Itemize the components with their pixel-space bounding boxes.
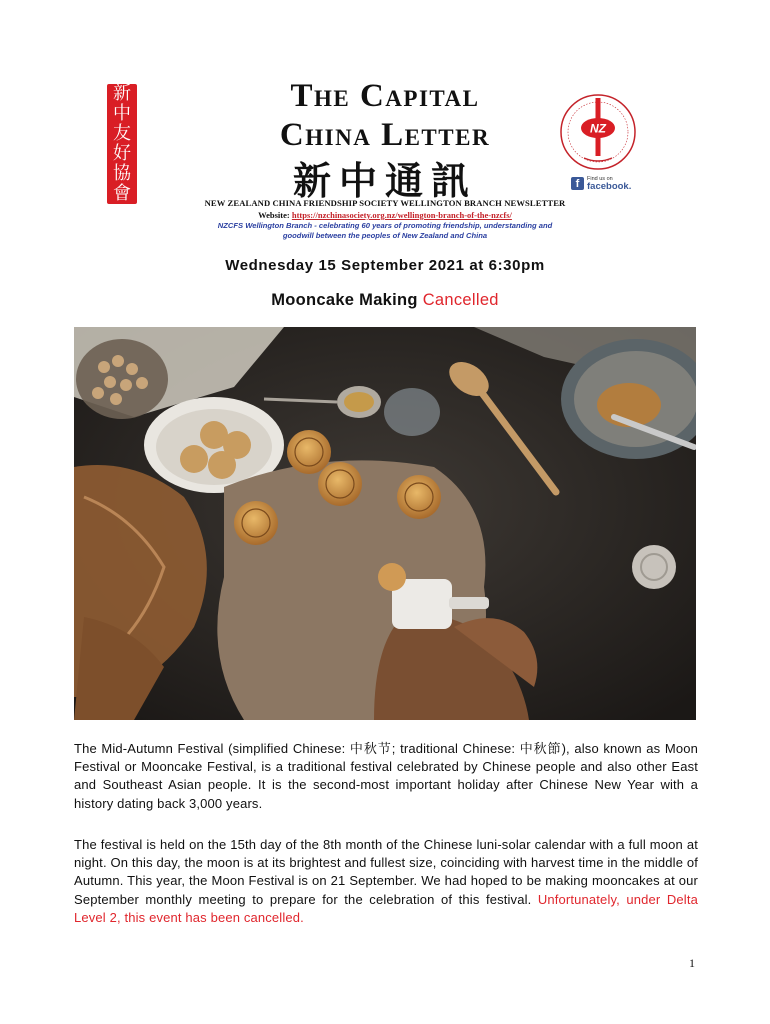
page-number: 1	[689, 956, 695, 970]
seal-char: 會	[113, 183, 131, 204]
seal-char: 新	[113, 83, 131, 104]
seal-char: 好	[113, 143, 131, 164]
seal-char: 協	[113, 163, 131, 184]
facebook-badge[interactable]	[571, 175, 631, 191]
masthead-chinese-title: 新中通訊	[292, 158, 477, 203]
nzcfs-logo-icon	[558, 92, 638, 172]
facebook-wordmark: facebook.	[587, 181, 632, 192]
event-heading	[0, 291, 770, 310]
website-label: Website:	[258, 210, 290, 220]
facebook-find-label: Find us on	[587, 176, 613, 182]
branch-tagline	[170, 221, 600, 241]
facebook-icon: f	[571, 177, 584, 190]
festival-details-text: The festival is held on the 15th day of the 8th month of the Chinese luni-solar calendar with a full moon at night. On this day, the moon is at its brightest and fullest size, coinciding with harvest time in the middle of Autumn. This year, the Moon Festival is on 21 September. We had hoped to be making mooncakes at our September monthly meeting to prepare for the celebration of this festival.	[74, 837, 698, 907]
tagline-line2: goodwill between the peoples of New Zealand and China	[282, 231, 488, 240]
mooncake-photo	[74, 327, 696, 720]
society-seal-left	[107, 84, 137, 204]
newsletter-subtitle: NEW ZEALAND CHINA FRIENDSHIP SOCIETY WELLINGTON BRANCH NEWSLETTER	[204, 198, 566, 208]
masthead-title-line2: China Letter	[279, 117, 491, 153]
paragraph-mid-autumn-intro: The Mid-Autumn Festival (simplified Chinese: 中秋节; traditional Chinese: 中秋節), also known as Moon Festival or Mooncake Festival, is a traditional festival celebrated by Chinese people and also other East and Southeast Asian people. It is the second-most important holiday after Chinese New Year with a history dating back 3,000 years.	[74, 741, 698, 811]
masthead-title-line1: The Capital	[290, 78, 480, 114]
website-row	[150, 210, 620, 220]
event-title: Mooncake Making	[271, 291, 418, 309]
newsletter-header	[0, 0, 770, 250]
event-date-time: Wednesday 15 September 2021 at 6:30pm	[225, 257, 545, 274]
logo-text: NZ	[590, 121, 606, 136]
paragraph-festival-details	[74, 836, 698, 927]
cancellation-notice: Unfortunately, under Delta Level 2, this event has been cancelled.	[74, 891, 698, 925]
event-status: Cancelled	[422, 291, 499, 309]
website-link[interactable]: https://nzchinasociety.org.nz/wellington-branch-of-the-nzcfs/	[291, 210, 512, 220]
tagline-line1: NZCFS Wellington Branch - celebrating 60 years of promoting friendship, understanding and	[217, 221, 553, 230]
seal-char: 中	[113, 103, 131, 124]
seal-char: 友	[113, 123, 131, 144]
